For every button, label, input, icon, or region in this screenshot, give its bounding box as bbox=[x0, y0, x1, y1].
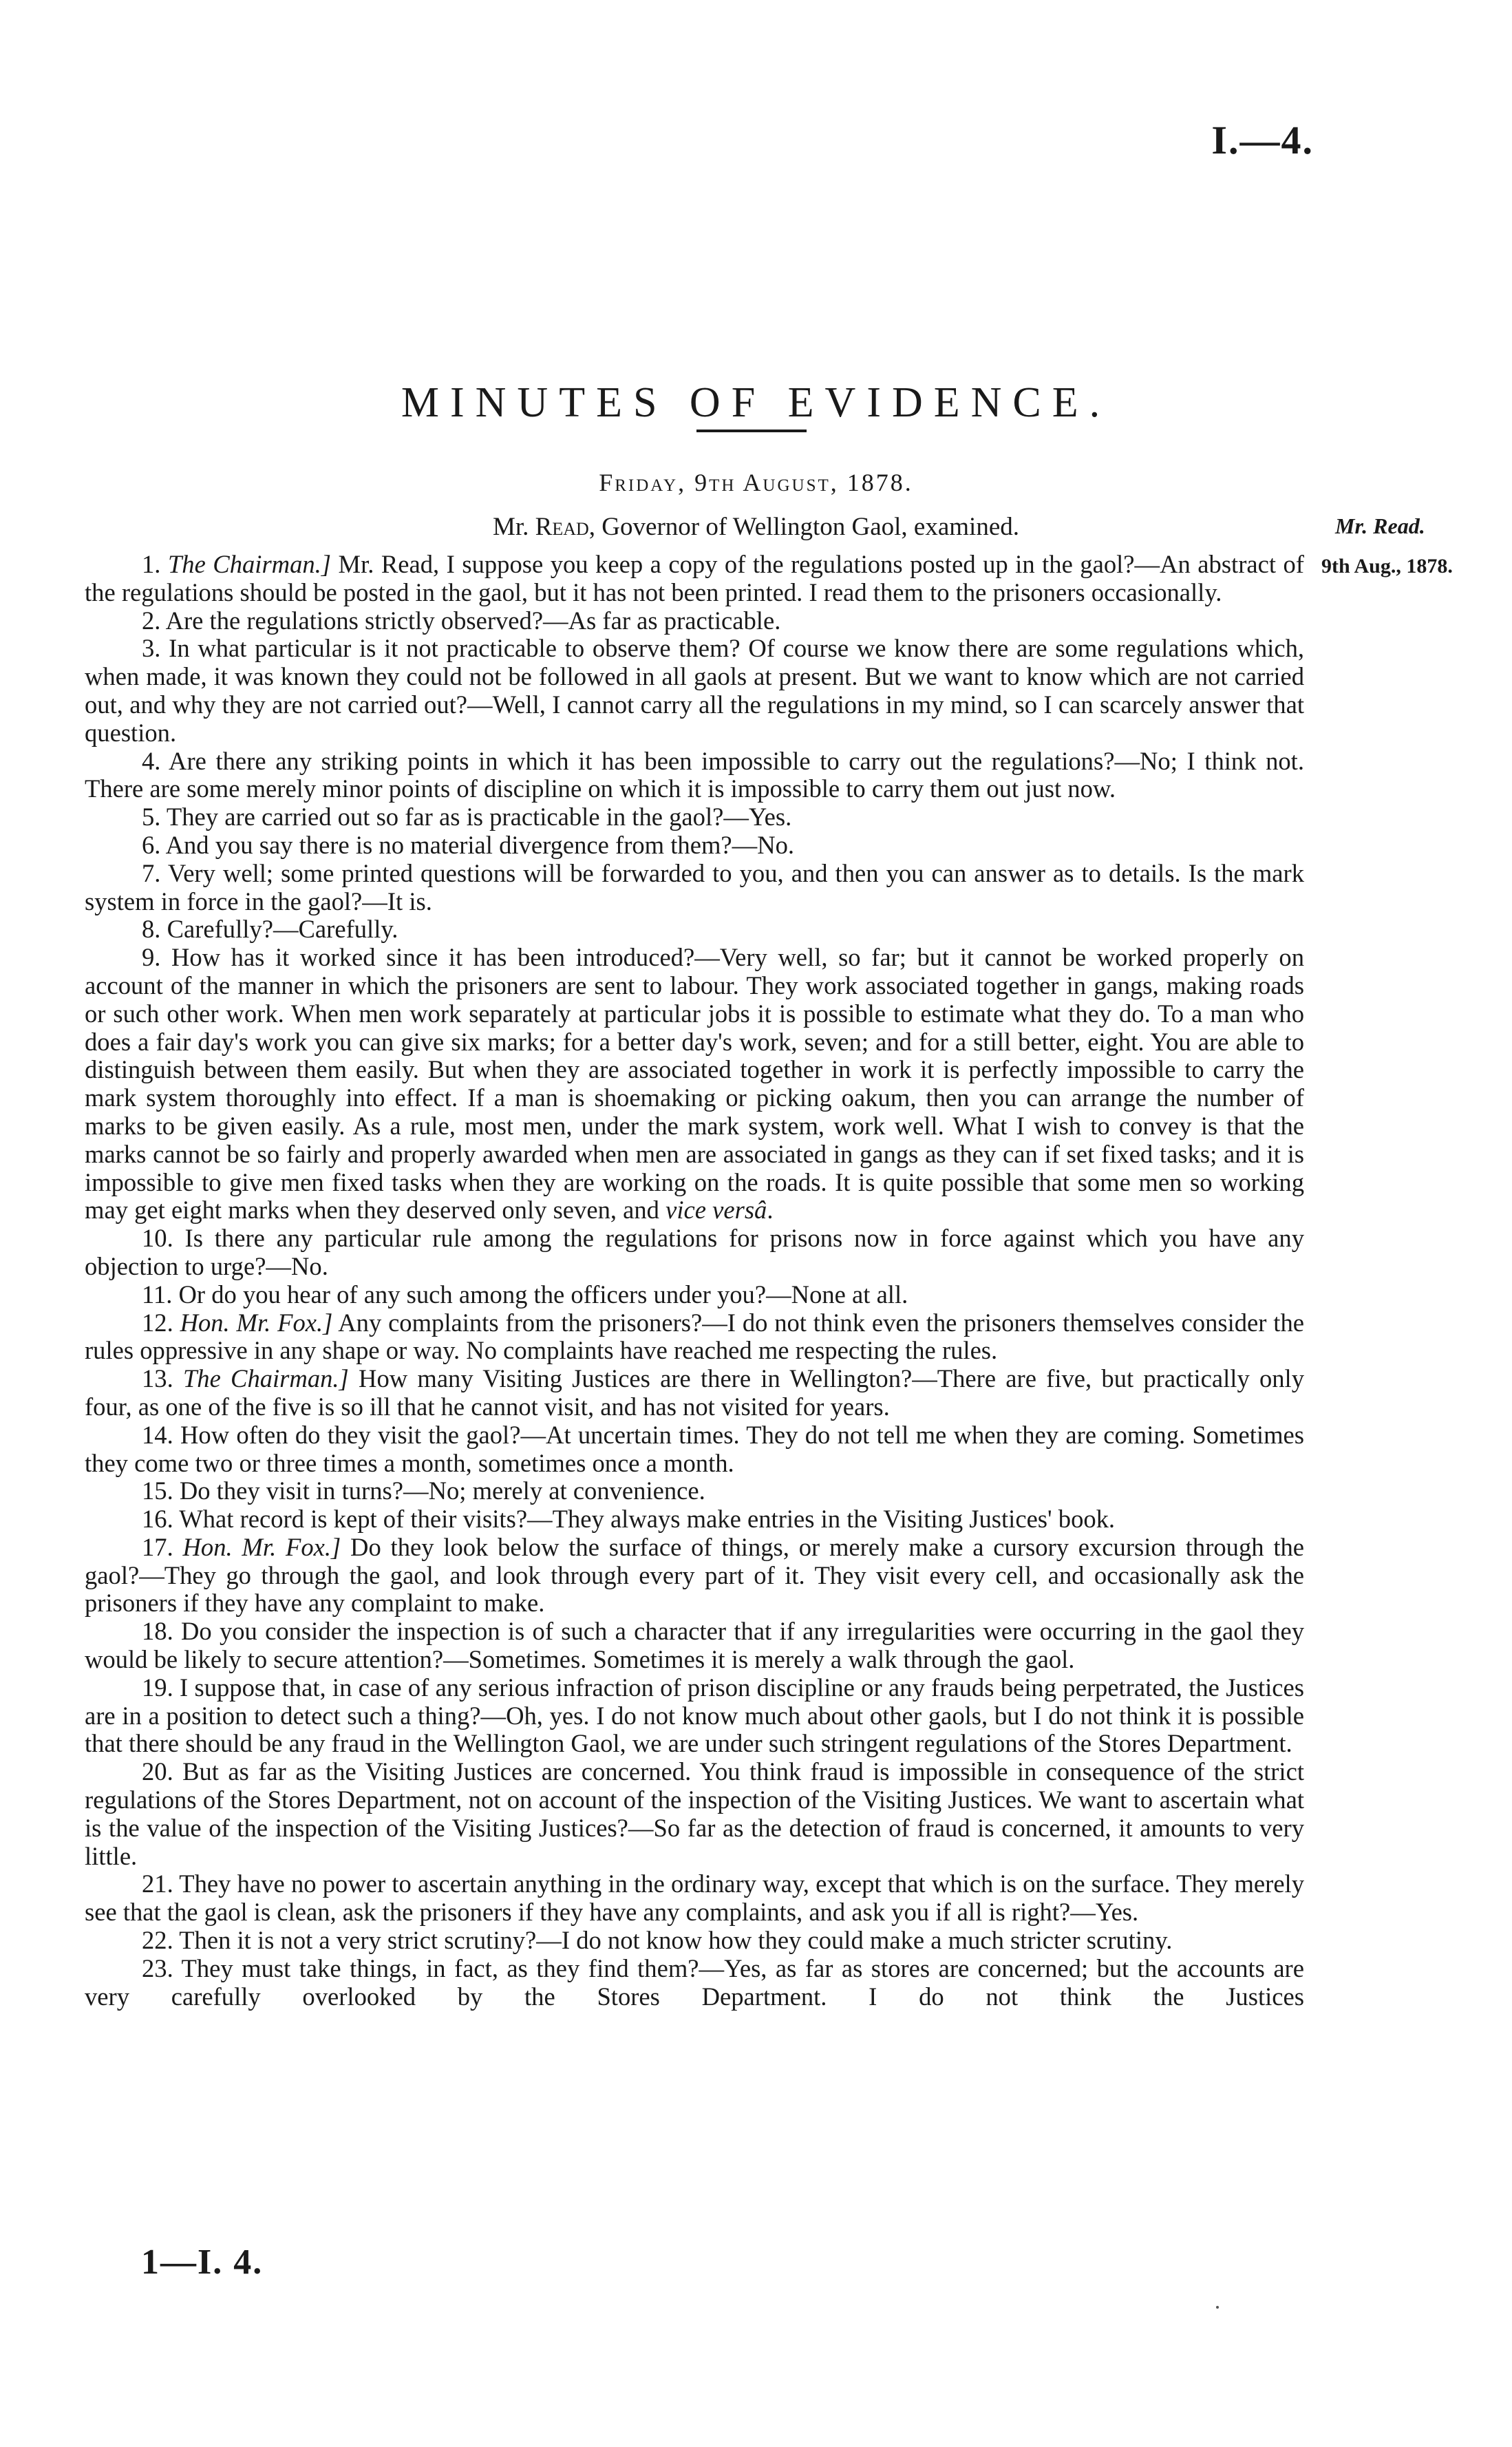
question-number: 15. bbox=[142, 1476, 180, 1505]
page-number: I.—4. bbox=[1211, 118, 1314, 162]
question-number: 12. bbox=[142, 1308, 180, 1337]
title-divider bbox=[696, 430, 807, 432]
question-text: Is there any particular rule among the regulations for prisons now in force against which you have any objection to urge?—No. bbox=[85, 1224, 1304, 1280]
speaker-label: Hon. Mr. Fox.] bbox=[182, 1532, 341, 1561]
question-number: 18. bbox=[142, 1617, 181, 1646]
question-number: 14. bbox=[142, 1420, 181, 1449]
question-number: 3. bbox=[142, 634, 169, 663]
question-number: 23. bbox=[142, 1953, 182, 1982]
question-paragraph bbox=[85, 748, 1304, 804]
question-paragraph bbox=[85, 860, 1304, 916]
question-paragraph bbox=[85, 915, 1304, 944]
printer-signature: 1—I. 4. bbox=[141, 2243, 264, 2282]
question-text: What record is kept of their visits?—They always make entries in the Visiting Justices' book. bbox=[179, 1505, 1116, 1534]
question-paragraph bbox=[85, 831, 1304, 860]
question-text: Do you consider the inspection is of such a character that if any irregularities were occurring in the gaol they would be likely to secure attention?—Sometimes. Sometimes it is merely a walk through the gaol. bbox=[85, 1617, 1304, 1674]
question-number: 8. bbox=[142, 915, 167, 944]
question-text: Are the regulations strictly observed?—As far as practicable. bbox=[165, 606, 781, 635]
question-paragraph bbox=[85, 944, 1304, 1225]
question-paragraph bbox=[85, 1421, 1304, 1478]
question-number: 5. bbox=[142, 803, 167, 831]
question-text: And you say there is no material divergence from them?—No. bbox=[165, 830, 795, 859]
question-paragraph bbox=[85, 1281, 1304, 1309]
question-text: In what particular is it not practicable to observe them? Of course we know there are some regulations which, when made, it was known they could not be followed in all gaols at present. But we want to know which are not carried out, and why they are not carried out?—Well, I cannot carry all the regulations in my mind, so I can scarcely answer that question. bbox=[85, 634, 1305, 747]
question-text-tail: . bbox=[767, 1196, 774, 1225]
question-paragraph bbox=[85, 803, 1304, 831]
document-title: MINUTES OF EVIDENCE. bbox=[401, 379, 1111, 426]
margin-witness-name: Mr. Read. bbox=[1335, 513, 1425, 538]
question-number: 10. bbox=[142, 1224, 185, 1253]
question-paragraph bbox=[85, 1505, 1304, 1534]
question-number: 1. bbox=[142, 550, 168, 578]
question-text: But as far as the Visiting Justices are concerned. You think fraud is impossible in consequence of the strict regulations of the Stores Department, not on account of the inspection of the Visiting Justices. We want to ascertain what is the value of the inspection of the Visiting Justices?—So far as the detection of fraud is concerned, it amounts to very little. bbox=[85, 1757, 1304, 1870]
question-paragraph bbox=[85, 1477, 1304, 1505]
speaker-label: Hon. Mr. Fox.] bbox=[180, 1308, 333, 1337]
question-number: 19. bbox=[142, 1673, 180, 1702]
question-text: Any complaints from the prisoners?—I do not think even the prisoners themselves consider the rules oppressive in any shape or way. No complaints have reached me respecting the rules. bbox=[85, 1308, 1304, 1365]
witness-name: Read bbox=[535, 513, 589, 541]
question-text: I suppose that, in case of any serious infraction of prison discipline or any frauds being perpetrated, the Justices are in a position to detect such a thing?—Oh, yes. I do not know much about other gaols, but I do not think it is possible that there should be any fraud in the Wellington Gaol, we are under such stringent regulations of the Stores Department. bbox=[85, 1673, 1304, 1758]
question-text: How many Visiting Justices are there in Wellington?—There are five, but practically only four, as one of the five is so ill that he cannot visit, and has not visited for years. bbox=[85, 1364, 1304, 1421]
question-paragraph bbox=[85, 1534, 1304, 1618]
question-text: Mr. Read, I suppose you keep a copy of the regulations posted up in the gaol?—An abstract of the regulations should be posted in the gaol, but it has not been printed. I read them to the prisoners occasionally. bbox=[85, 550, 1304, 606]
speaker-label: The Chairman.] bbox=[182, 1364, 349, 1393]
question-paragraph bbox=[85, 1955, 1304, 2011]
question-number: 6. bbox=[142, 830, 166, 859]
question-text: They have no power to ascertain anything in the ordinary way, except that which is on the surface. They merely see that the gaol is clean, ask the prisoners if they have any complaints, and ask you if all is right?—Yes. bbox=[85, 1869, 1304, 1927]
question-number: 20. bbox=[142, 1757, 183, 1786]
speaker-label: The Chairman.] bbox=[167, 550, 332, 578]
question-text: Do they look below the surface of things, or merely make a cursory excursion through the gaol?—They go through the gaol, and look through every part of it. They visit every cell, and occasionally ask the prisoners if they have any complaint to make. bbox=[85, 1532, 1305, 1618]
question-paragraph bbox=[85, 635, 1304, 747]
question-text: How has it worked since it has been introduced?—Very well, so far; but it cannot be worked properly on account of the manner in which the prisoners are sent to labour. They work associated together in gangs, making roads or such other work. When men work separately at particular jobs it is possible to estimate what they do. To a man who does a fair day's work you can give six marks; for a better day's work, seven; and for a still better, eight. You are able to distinguish between them easily. But when they are associated together in work it is perfectly impossible to carry the mark system thoroughly into effect. If a man is shoemaking or picking oakum, then you can arrange the number of marks to be given easily. As a rule, most men, under the mark system, work well. What I wish to convey is that the marks cannot be so fairly and properly awarded when men are associated in gangs as they can if set fixed tasks; and it is impossible to give men fixed tasks when they are working on the roads. It is quite possible that some men so working may get eight marks when they deserved only seven, and bbox=[85, 943, 1305, 1225]
question-number: 16. bbox=[142, 1505, 180, 1534]
question-text: How often do they visit the gaol?—At uncertain times. They do not tell me when they are coming. Sometimes they come two or three times a month, sometimes once a month. bbox=[85, 1420, 1304, 1477]
question-text: Then it is not a very strict scrutiny?—I do not know how they could make a much stricter scrutiny. bbox=[179, 1926, 1173, 1955]
question-number: 17. bbox=[142, 1532, 183, 1561]
question-paragraph bbox=[85, 1225, 1304, 1281]
question-paragraph bbox=[85, 551, 1304, 607]
witness-description: , Governor of Wellington Gaol, examined. bbox=[588, 513, 1019, 541]
witness-line bbox=[0, 512, 1512, 542]
question-paragraph bbox=[85, 1927, 1304, 1955]
question-paragraph bbox=[85, 1365, 1304, 1421]
question-paragraph bbox=[85, 1758, 1304, 1870]
question-text: Or do you hear of any such among the officers under you?—None at all. bbox=[178, 1280, 908, 1309]
question-text: Do they visit in turns?—No; merely at convenience. bbox=[179, 1476, 705, 1505]
question-number: 7. bbox=[142, 858, 168, 887]
question-number: 13. bbox=[142, 1364, 183, 1393]
question-number: 22. bbox=[142, 1926, 180, 1955]
question-number: 2. bbox=[142, 606, 166, 635]
question-number: 21. bbox=[142, 1869, 180, 1898]
question-paragraph bbox=[85, 607, 1304, 635]
question-text: Very well; some printed questions will be forwarded to you, and then you can answer as to details. Is the mark system in force in the gaol?—It is. bbox=[85, 858, 1304, 915]
latin-phrase: vice versâ bbox=[666, 1196, 767, 1225]
question-text: Carefully?—Carefully. bbox=[167, 915, 398, 944]
question-text: Are there any striking points in which it has been impossible to carry out the regulations?—No; I think not. There are some merely minor points of discipline on which it is impossible to carry them out just now. bbox=[85, 746, 1304, 803]
question-number: 11. bbox=[142, 1280, 179, 1309]
session-date: Friday, 9th August, 1878. bbox=[599, 469, 913, 496]
question-paragraph bbox=[85, 1870, 1304, 1927]
question-text: They must take things, in fact, as they find them?—Yes, as far as stores are concerned; but the accounts are very carefully overlooked by the Stores Department. I do not think the Justices bbox=[85, 1953, 1304, 2011]
question-paragraph bbox=[85, 1618, 1304, 1674]
question-paragraph bbox=[85, 1674, 1304, 1758]
print-speck bbox=[1216, 2306, 1219, 2309]
margin-date: 9th Aug., 1878. bbox=[1321, 555, 1453, 578]
question-number: 9. bbox=[142, 943, 171, 972]
evidence-body bbox=[85, 551, 1304, 2011]
question-text: They are carried out so far as is practicable in the gaol?—Yes. bbox=[166, 803, 792, 831]
question-paragraph bbox=[85, 1309, 1304, 1366]
witness-prefix: Mr. bbox=[492, 513, 535, 541]
question-number: 4. bbox=[142, 746, 169, 775]
